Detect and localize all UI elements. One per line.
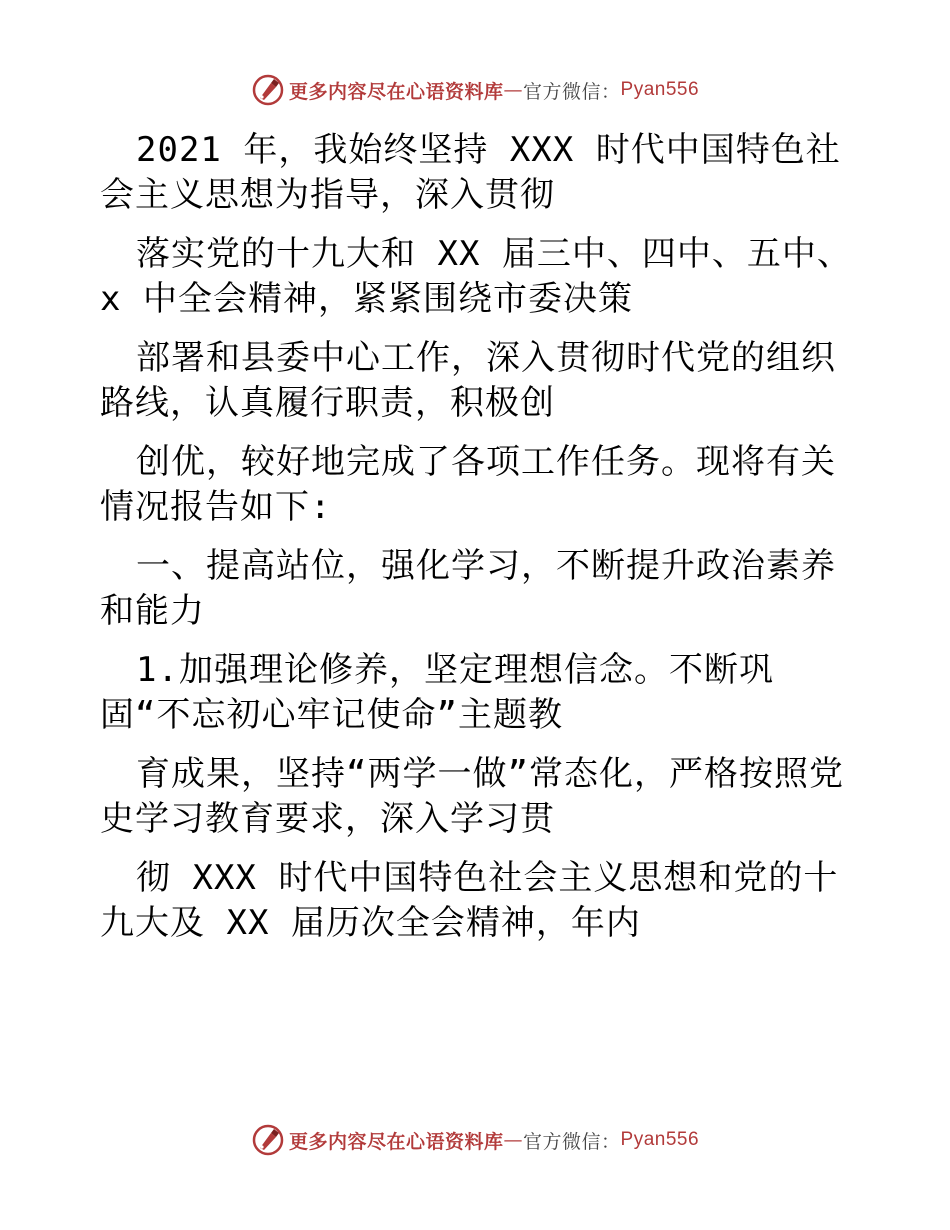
watermark-wechat-id: Pyan556 xyxy=(620,1129,700,1150)
header-watermark xyxy=(0,70,950,110)
document-body xyxy=(100,128,855,960)
paragraph: 部署和县委中心工作，深入贯彻时代党的组织路线，认真履行职责，积极创 xyxy=(100,338,836,423)
watermark-lead-text: 更多内容尽在心语资料库 xyxy=(288,1130,504,1153)
paragraph: 彻 XXX 时代中国特色社会主义思想和党的十九大及 XX 届历次全会精神，年内 xyxy=(100,858,839,943)
watermark-dash: — xyxy=(503,1129,523,1151)
paragraph: 创优，较好地完成了各项工作任务。现将有关情况报告如下: xyxy=(100,442,836,527)
watermark-wechat-id: Pyan556 xyxy=(620,79,700,100)
paragraph: 育成果，坚持“两学一做”常态化，严格按照党史学习教育要求，深入学习贯 xyxy=(100,754,844,839)
paragraph: 1.加强理论修养，坚定理想信念。不断巩固“不忘初心牢记使命”主题教 xyxy=(100,650,774,735)
pen-nib-circle-icon xyxy=(251,1123,285,1157)
watermark-wechat-label: 官方微信 xyxy=(522,80,601,103)
pen-nib-circle-icon xyxy=(251,73,285,107)
watermark-separator: ： xyxy=(601,1130,621,1153)
section-heading: 一、提高站位，强化学习，不断提升政治素养和能力 xyxy=(100,546,836,631)
watermark-separator: ： xyxy=(601,80,621,103)
watermark-wechat-label: 官方微信 xyxy=(522,1130,601,1153)
watermark-dash: — xyxy=(503,79,523,101)
footer-watermark xyxy=(0,1120,950,1160)
watermark-lead-text: 更多内容尽在心语资料库 xyxy=(288,80,504,103)
paragraph: 2021 年，我始终坚持 XXX 时代中国特色社会主义思想为指导，深入贯彻 xyxy=(100,130,841,215)
paragraph: 落实党的十九大和 XX 届三中、四中、五中、x 中全会精神，紧紧围绕市委决策 xyxy=(100,234,852,319)
